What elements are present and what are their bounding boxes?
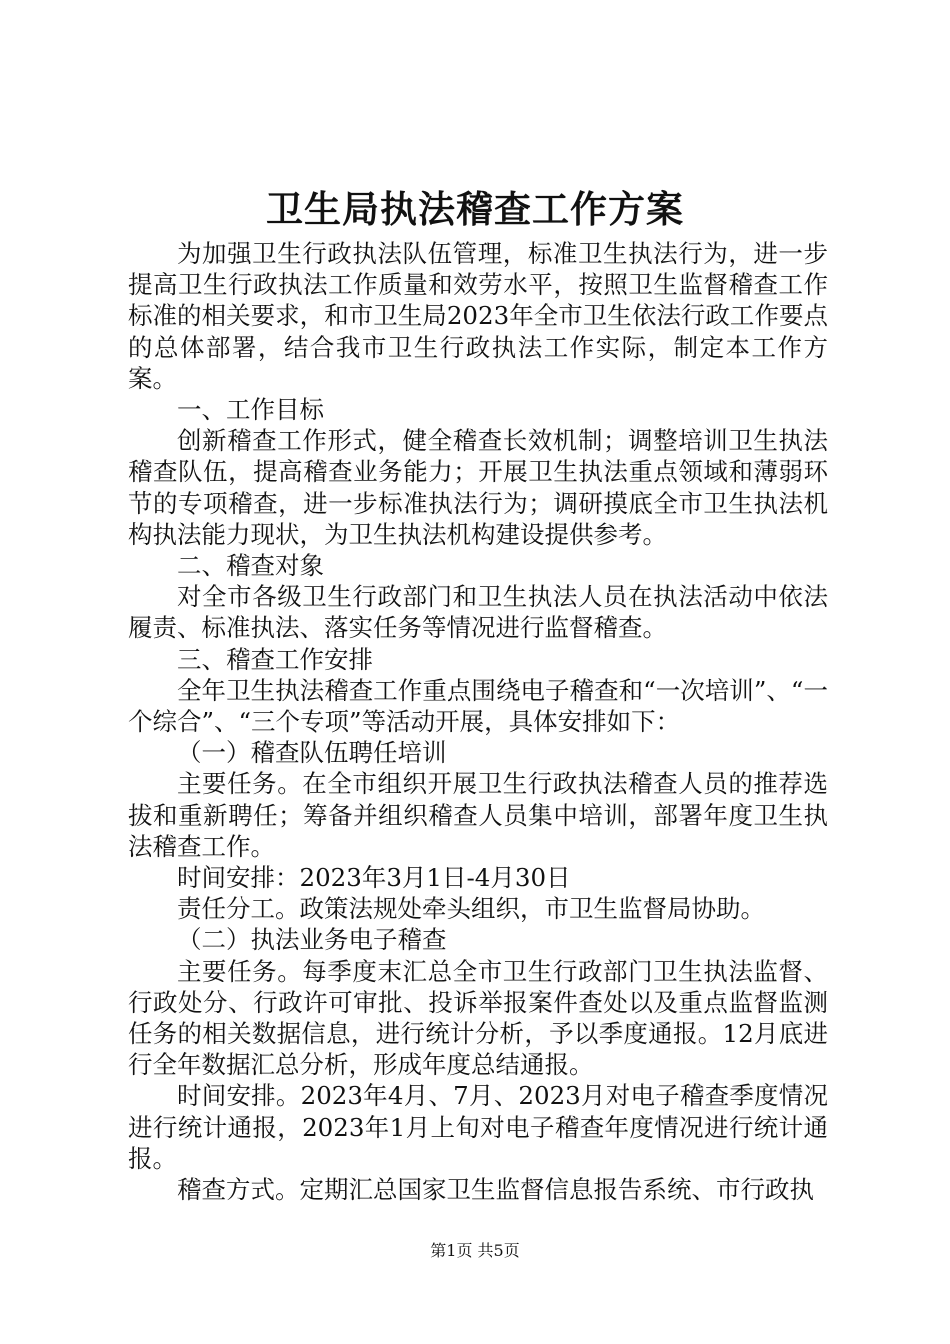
section-heading-targets: 二、稽查对象 (177, 551, 324, 581)
paragraph-electronic-task: 主要任务。每季度末汇总全市卫生行政部门卫生执法监督、行政处分、行政许可审批、投诉举报案件查处以及重点监督监测任务的相关数据信息，进行统计分析，予以季度通报。12月底进行全年数据汇总分析，形成年度总结通报。 (128, 956, 828, 1080)
paragraph-arrangement: 全年卫生执法稽查工作重点围绕电子稽查和“一次培训”、“一个综合”、“三个专项”等活动开展，具体安排如下： (128, 675, 828, 737)
subsection-heading-training: （一）稽查队伍聘任培训 (177, 738, 447, 768)
paragraph-intro: 为加强卫生行政执法队伍管理，标准卫生执法行为，进一步提高卫生行政执法工作质量和效劳水平，按照卫生监督稽查工作标准的相关要求，和市卫生局2023年全市卫生依法行政工作要点的总体部署，结合我市卫生行政执法工作实际，制定本工作方案。 (128, 239, 828, 393)
document-title: 卫生局执法稽查工作方案 (266, 187, 684, 231)
paragraph-training-schedule: 时间安排：2023年3月1日-4月30日 (177, 863, 571, 893)
paragraph-training-responsibility: 责任分工。政策法规处牵头组织，市卫生监督局协助。 (177, 894, 765, 924)
paragraph-targets: 对全市各级卫生行政部门和卫生执法人员在执法活动中依法履责、标准执法、落实任务等情况进行监督稽查。 (128, 582, 828, 643)
subsection-heading-electronic: （二）执法业务电子稽查 (177, 925, 447, 955)
section-heading-goals: 一、工作目标 (177, 395, 324, 425)
paragraph-training-task: 主要任务。在全市组织开展卫生行政执法稽查人员的推荐选拔和重新聘任；筹备并组织稽查人员集中培训，部署年度卫生执法稽查工作。 (128, 769, 828, 861)
page-footer: 第1页 共5页 (430, 1241, 520, 1260)
paragraph-goals: 创新稽查工作形式，健全稽查长效机制；调整培训卫生执法稽查队伍，提高稽查业务能力；开展卫生执法重点领域和薄弱环节的专项稽查，进一步标准执法行为；调研摸底全市卫生执法机构执法能力现状，为卫生执法机构建设提供参考。 (128, 426, 828, 549)
document-body (128, 238, 828, 1205)
paragraph-electronic-schedule: 时间安排。2023年4月、7月、2023月对电子稽查季度情况进行统计通报，2023年1月上旬对电子稽查年度情况进行统计通报。 (128, 1081, 828, 1173)
paragraph-electronic-method: 稽查方式。定期汇总国家卫生监督信息报告系统、市行政执 (177, 1175, 814, 1205)
section-heading-arrangement: 三、稽查工作安排 (177, 644, 373, 674)
